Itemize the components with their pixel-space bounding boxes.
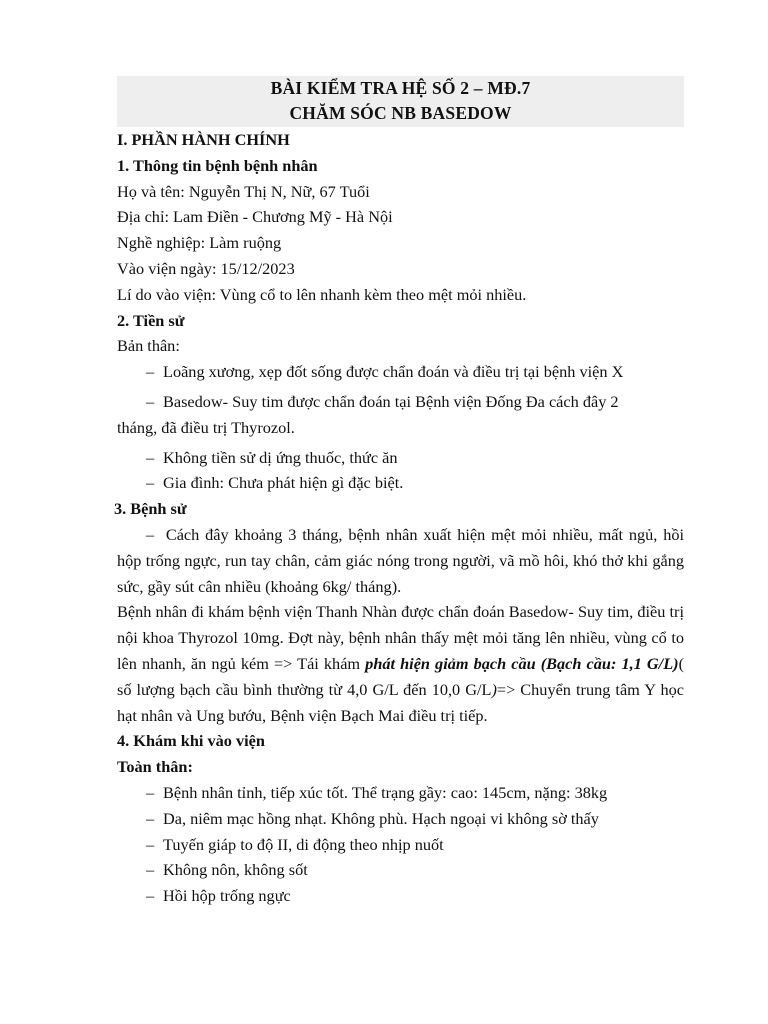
dash-mark: – — [146, 782, 155, 802]
history-self-label: Bản thân: — [117, 336, 180, 356]
section-heading-admin: I. PHẦN HÀNH CHÍNH — [117, 130, 290, 149]
dash-mark: – — [146, 834, 155, 854]
history-item — [117, 389, 684, 415]
dash-mark: – — [146, 362, 155, 382]
illness-text: => Chuyển trung tâm Y học hạt nhân và Ung bướu, Bệnh viện Bạch Mai điều trị tiếp. — [117, 679, 684, 725]
dash-mark: – — [146, 391, 155, 411]
illness-text: Bệnh nhân đi khám bệnh viện Thanh Nhàn được chẩn đoán Basedow- Suy tim, điều trị nội khoa Thyrozol 10mg. Đợt này, bệnh nhân thấy mệt mỏi tăng lên nhiều, vùng cổ to lên nhanh, ăn ngủ kém => Tái khám — [117, 602, 684, 673]
illness-paragraph-2 — [117, 599, 684, 728]
exam-general-label: Toàn thân: — [117, 757, 193, 777]
illness-text: ) — [491, 679, 497, 699]
doc-title-line2: CHĂM SÓC NB BASEDOW — [289, 103, 512, 123]
exam-item — [117, 780, 684, 806]
exam-item-text: Da, niêm mạc hồng nhạt. Không phù. Hạch ngoại vi không sờ thấy — [163, 808, 599, 828]
dash-mark: – — [146, 524, 155, 544]
history-item-text: Không tiền sử dị ứng thuốc, thức ăn — [163, 447, 398, 467]
admission-reason: Lí do vào viện: Vùng cổ to lên nhanh kèm theo mệt mỏi nhiều. — [117, 284, 527, 304]
exam-heading: 4. Khám khi vào viện — [117, 731, 265, 751]
history-item-continued: tháng, đã điều trị Thyrozol. — [117, 417, 295, 437]
history-item-text: Loãng xương, xẹp đốt sống được chẩn đoán và điều trị tại bệnh viện X — [163, 362, 624, 382]
dash-mark: – — [146, 473, 155, 493]
history-item — [117, 445, 684, 471]
illness-text: ( số lượng bạch cầu bình thường từ 4,0 G/L đến 10,0 G/L — [117, 653, 684, 699]
history-heading: 2. Tiền sử — [117, 310, 185, 330]
illness-highlight: phát hiện giảm bạch cầu (Bạch cầu: 1,1 G/L) — [365, 653, 679, 673]
patient-address: Địa chỉ: Lam Điền - Chương Mỹ - Hà Nội — [117, 207, 393, 227]
patient-info-heading: 1. Thông tin bệnh bệnh nhân — [117, 155, 318, 175]
exam-item-text: Không nôn, không sốt — [163, 860, 308, 880]
exam-item — [117, 883, 684, 909]
illness-paragraph-1-text: Cách đây khoảng 3 tháng, bệnh nhân xuất hiện mệt mỏi nhiều, mất ngủ, hồi hộp trống ngực, run tay chân, cảm giác nóng trong người, vã mồ hôi, khó thở khi gắng sức, gầy sút cân nhiều (khoảng 6kg/ tháng). — [117, 524, 685, 596]
exam-item — [117, 832, 684, 858]
exam-item-text: Bệnh nhân tỉnh, tiếp xúc tốt. Thể trạng gầy: cao: 145cm, nặng: 38kg — [163, 782, 608, 802]
exam-item-text: Hồi hộp trống ngực — [163, 886, 291, 906]
dash-mark: – — [146, 886, 155, 906]
history-item — [117, 470, 684, 496]
illness-heading: 3. Bệnh sử — [114, 499, 187, 519]
exam-item — [117, 806, 684, 832]
dash-mark: – — [146, 808, 155, 828]
exam-item-text: Tuyến giáp to độ II, di động theo nhịp nuốt — [163, 834, 444, 854]
dash-mark: – — [146, 447, 155, 467]
admission-date: Vào viện ngày: 15/12/2023 — [117, 258, 295, 278]
doc-title-line1: BÀI KIỂM TRA HỆ SỐ 2 – MĐ.7 — [270, 78, 531, 98]
document-body — [114, 127, 685, 909]
history-item — [117, 359, 684, 385]
history-item-text: Basedow- Suy tim được chẩn đoán tại Bệnh viện Đống Đa cách đây 2 — [163, 391, 619, 411]
patient-name: Họ và tên: Nguyễn Thị N, Nữ, 67 Tuổi — [117, 181, 370, 201]
history-item-text: Gia đình: Chưa phát hiện gì đặc biệt. — [163, 473, 404, 493]
title-band — [117, 76, 684, 127]
dash-mark: – — [146, 860, 155, 880]
exam-item — [117, 857, 684, 883]
patient-job: Nghề nghiệp: Làm ruộng — [117, 233, 282, 253]
illness-paragraph-1 — [117, 522, 684, 599]
